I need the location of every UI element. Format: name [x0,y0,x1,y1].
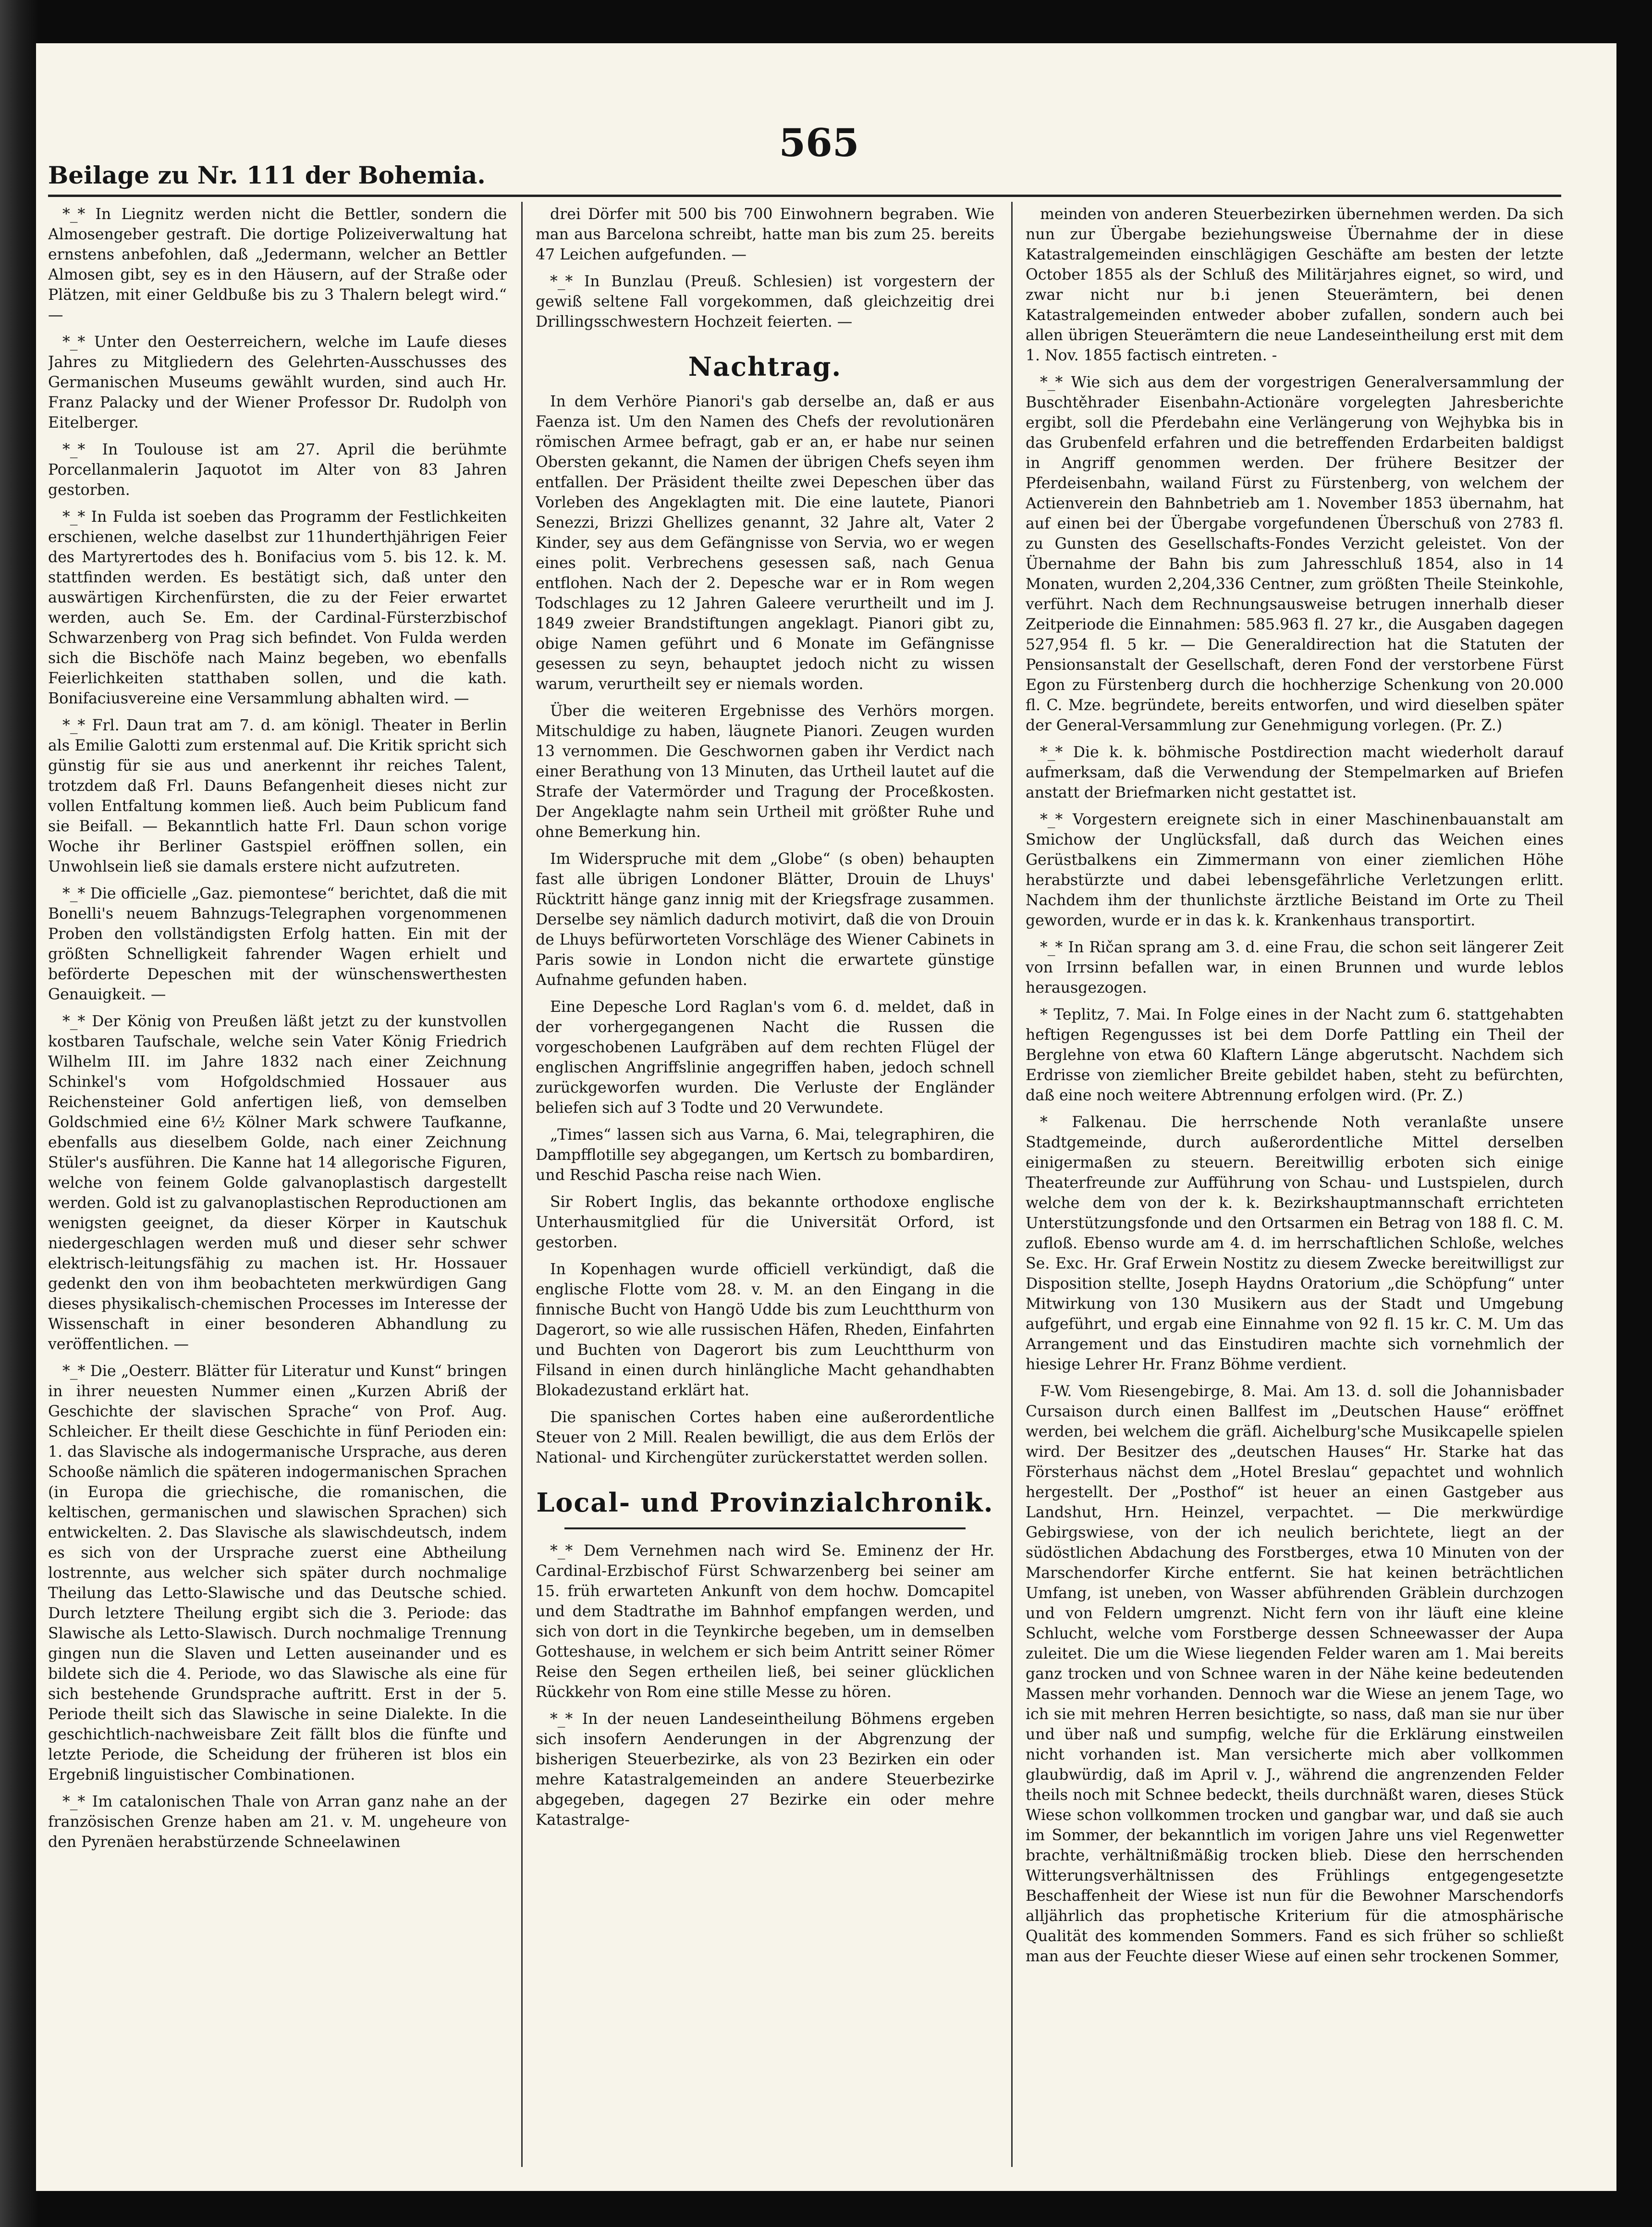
newspaper-page [36,43,1616,2191]
article-paragraph: *_* Vorgestern ereignete sich in einer Maschinenbauanstalt am Smichow der Unglücksfall, daß durch das Weichen eines Gerüstbalkens ein Zimmermann von einer ziemlichen Höhe herabstürzte und dabei lebensgefährliche Verletzungen erlitt. Nachdem ihm der thunlichste ärztliche Beistand im Orte zu Theil geworden, wurde er in das k. k. Krankenhaus transportirt. [1026,811,1564,929]
article-paragraph: *_* Die „Oesterr. Blätter für Literatur und Kunst“ bringen in ihrer neuesten Nummer einen „Kurzen Abriß der Geschichte der slavischen Sprache“ von Prof. Aug. Schleicher. Er theilt diese Geschichte in fünf Perioden ein: 1. das Slavische als indogermanische Ursprache, aus deren Schooße nämlich die späteren indogermanischen Sprachen (in Europa die griechische, die romanischen, die keltischen, germanischen und slawischen Sprachen) sich entwickelten. 2. Das Slavische als slawischdeutsch, indem es sich von der Ursprache zuerst eine Abtheilung lostrennte, aus welcher sich später durch nochmalige Theilung das Letto-Slawische und das Deutsche schied. Durch letztere Theilung ergibt sich die 3. Periode: das Slawische als Letto-Slawisch. Durch nochmalige Trennung gingen nun die Slaven und Letten auseinander und es bildete sich die 4. Periode, wo das Slawische als eine für sich bestehende Grundsprache auftritt. Erst in der 5. Periode theilt sich das Slawische in seine Dialekte. In die geschichtlich-nachweisbare Zeit fällt blos die fünfte und letzte Periode, die Scheidung der früheren ist blos ein Ergebniß linguistischer Combinationen. [48,1363,507,1784]
article-paragraph: *_* In Fulda ist soeben das Programm der Festlichkeiten erschienen, welche daselbst zur 11hunderthjährigen Feier des Martyrertodes des h. Bonifacius vom 5. bis 12. k. M. stattfinden werden. Es bestätigt sich, daß unter den auswärtigen Kirchenfürsten, die zu der Feier erwartet werden, auch Se. Em. der Cardinal-Fürsterzbischof Schwarzenberg von Prag sich befindet. Von Fulda werden sich die Bischöfe nach Mainz begeben, wo ebenfalls Feierlichkeiten statthaben sollen, und die kath. Bonifaciusvereine eine Versammlung abhalten wird. — [48,508,507,707]
article-paragraph: In dem Verhöre Pianori's gab derselbe an, daß er aus Faenza ist. Um den Namen des Chefs der revolutionären römischen Armee befragt, gab er an, er habe nur seinen Obersten gekannt, die Namen der übrigen Chefs seyen ihm entfallen. Der Präsident theilte zwei Depeschen über das Vorleben des Angeklagten mit. Die eine lautete, Pianori Senezzi, Brizzi Ghellizes genannt, 32 Jahre alt, Vater 2 Kinder, sey aus dem Gefängnisse von Servia, wo er wegen eines polit. Verbrechens gesessen saß, nach Genua entflohen. Nach der 2. Depesche war er in Rom wegen Todschlages zu 12 Jahren Galeere verurtheilt und im J. 1849 zweier Brandstiftungen angeklagt. Pianori gibt zu, obige Namen geführt und 6 Monate im Gefängnisse gesessen zu seyn, behauptet jedoch nicht zu wissen warum, verurtheilt sey er niemals worden. [536,393,994,693]
article-paragraph: *_* In Toulouse ist am 27. April die berühmte Porcellanmalerin Jaquotot im Alter von 83 Jahren gestorben. [48,441,507,499]
article-paragraph: *_* Wie sich aus dem der vorgestrigen Generalversammlung der Buschtěhrader Eisenbahn-Actionäre vorgelegten Jahresberichte ergibt, soll die Pferdebahn eine Verlängerung von Wejhybka bis in das Grubenfeld erfahren und die betreffenden Erdarbeiten baldigst in Angriff genommen werden. Der frühere Besitzer der Pferdeisenbahn, wailand Fürst zu Fürstenberg, von welchem der Actienverein den Bahnbetrieb am 1. November 1853 übernahm, hat auf einen bei der Übergabe vorgefundenen Überschuß von 2783 fl. zu Gunsten des Gesellschafts-Fondes Verzicht geleistet. Von der Übernahme der Bahn bis zum Jahresschluß 1854, also in 14 Monaten, wurden 2,204,336 Centner, zum größten Theile Steinkohle, verführt. Nach dem Rechnungsausweise betrugen innerhalb dieser Zeitperiode die Einnahmen: 585.963 fl. 27 kr., die Ausgaben dagegen 527,954 fl. 5 kr. — Die Generaldirection hat die Statuten der Pensionsanstalt der Gesellschaft, deren Fond der verstorbene Fürst Egon zu Fürstenberg durch die hochherzige Schenkung von 20.000 fl. C. Mze. begründete, bereits entworfen, und wird dieselben später der General-Versammlung zur Genehmigung vorlegen. (Pr. Z.) [1026,374,1564,734]
column-right [1026,204,1564,2160]
article-paragraph: Im Widerspruche mit dem „Globe“ (s oben) behaupten fast alle übrigen Londoner Blätter, Drouin de Lhuys' Rücktritt hänge ganz innig mit der Kriegsfrage zusammen. Derselbe sey nämlich dadurch motivirt, daß die von Drouin de Lhuys befürworteten Vorschläge des Wiener Cabinets in Paris sowie in London nicht die erwartete günstige Aufnahme gefunden haben. [536,850,994,989]
column-middle [536,204,994,2160]
section-heading-nachtrag: Nachtrag. [688,351,842,382]
article-paragraph: F-W. Vom Riesengebirge, 8. Mai. Am 13. d. soll die Johannisbader Cursaison durch einen Ballfest im „Deutschen Hause“ eröffnet werden, bei welchem die gräfl. Aichelburg'sche Musikcapelle spielen wird. Der Besitzer des „deutschen Hauses“ Hr. Starke hat das Försterhaus nächst dem „Hotel Breslau“ gepachtet und wohnlich hergestellt. Der „Posthof“ ist heuer an einen Gastgeber aus Landshut, Hrn. Heinzel, verpachtet. — Die merkwürdige Gebirgswiese, von der ich neulich berichtete, liegt an der südöstlichen Abdachung des Forstberges, etwa 10 Minuten von der Marschendorfer Kirche entfernt. Sie hat keinen beträchtlichen Umfang, ist uneben, von Wasser abführenden Gräblein durchzogen und von Feldern umgrenzt. Nicht fern von ihr läuft eine kleine Schlucht, welche vom Forstberge dessen Schneewasser der Aupa zuleitet. Die um die Wiese liegenden Felder waren am 1. Mai bereits ganz trocken und von Schnee waren in der Nähe keine bedeutenden Massen mehr vorhanden. Dennoch war die Wiese an jenem Tage, wo ich sie mit mehren Herren besichtigte, so nass, daß man sie nur über und über naß und sumpfig, welche für die Erklärung einstweilen nicht vorhanden ist. Man versicherte mich aber vollkommen glaubwürdig, daß im April v. J., während die angrenzenden Felder theils noch mit Schnee bedeckt, theils durchnäßt waren, dieses Stück Wiese schon vollkommen trocken und gangbar war, und daß sie auch im Sommer, der bekanntlich im vorigen Jahre uns viel Regenwetter brachte, verhältnißmäßig trocken blieb. Diese den herrschenden Witterungsverhältnissen des Frühlings entgegengesetzte Beschaffenheit der Wiese ist nun für die Bewohner Marschendorfs alljährlich das prophetische Kriterium für die atmosphärische Qualität des kommenden Sommers. Fand es sich früher so schließt man aus der Feuchte dieser Wiese auf einen sehr trockenen Sommer, [1026,1383,1564,1965]
article-paragraph: *_* Die officielle „Gaz. piemontese“ berichtet, daß die mit Bonelli's neuem Bahnzugs-Telegraphen vorgenommenen Proben den vollständigsten Erfolg hatten. Ein mit der größten Schnelligkeit fahrender Wagen erhielt und beförderte Depeschen mit der wünschenswerthesten Genauigkeit. — [48,885,507,1003]
article-paragraph: *_* Die k. k. böhmische Postdirection macht wiederholt darauf aufmerksam, daß die Verwendung der Stempelmarken auf Briefen anstatt der Briefmarken nicht gestattet ist. [1026,744,1564,801]
article-paragraph: In Kopenhagen wurde officiell verkündigt, daß die englische Flotte vom 28. v. M. an den Eingang in die finnische Bucht von Hangö Udde bis zum Leuchtthurm von Dagerort, so wie alle russischen Häfen, Rheden, Einfahrten und Buchten von Dagerort bis zum Leuchtthurm von Filsand in einen durch hinlängliche Macht gehandhabten Blokadezustand erklärt hat. [536,1261,994,1399]
article-paragraph: *_* In Liegnitz werden nicht die Bettler, sondern die Almosengeber gestraft. Die dortige Polizeiverwaltung hat ernstens anbefohlen, daß „Jedermann, welcher an Bettler Almosen gibt, sey es in den Häusern, auf der Straße oder Plätzen, mit einer Geldbuße bis zu 3 Thalern belegt wird.“ — [48,206,507,324]
article-paragraph: * Teplitz, 7. Mai. In Folge eines in der Nacht zum 6. stattgehabten heftigen Regengusses ist bei dem Dorfe Pattling ein Theil der Berglehne von etwa 60 Klaftern Länge abgerutscht. Nachdem sich Erdrisse von ziemlicher Breite gebildet haben, steht zu befürchten, daß eine noch weitere Abtrennung erfolgen wird. (Pr. Z.) [1026,1006,1564,1104]
column-left [48,204,507,2160]
article-paragraph: *_* Frl. Daun trat am 7. d. am königl. Theater in Berlin als Emilie Galotti zum erstenmal auf. Die Kritik spricht sich günstig für sie aus und anerkennt ihr reiches Talent, trotzdem daß Frl. Dauns Befangenheit dieses nicht zur vollen Entfaltung kommen ließ. Auch beim Publicum fand sie Beifall. — Bekanntlich hatte Frl. Daun schon vorige Woche ihr Berliner Gastspiel eröffnen sollen, ein Unwohlsein ließ sie damals erstere nicht aufzutreten. [48,717,507,875]
supplement-title: Beilage zu Nr. 111 der Bohemia. [48,161,486,189]
article-paragraph: Über die weiteren Ergebnisse des Verhörs morgen. Mitschuldige zu haben, läugnete Pianori. Zeugen wurden 13 vernommen. Die Geschwornen gaben ihr Verdict nach einer Berathung von 13 Minuten, das Urtheil lautet auf die Strafe der Vatermörder und Tragung der Proceßkosten. Der Angeklagte nahm sein Urtheil mit größter Ruhe und ohne Bemerkung hin. [536,702,994,841]
article-paragraph: *_* Unter den Oesterreichern, welche im Laufe dieses Jahres zu Mitgliedern des Gelehrten-Ausschusses des Germanischen Museums gewählt wurden, sind auch Hr. Franz Palacky und der Wiener Professor Dr. Rudolph von Eitelberger. [48,333,507,431]
article-paragraph: *_* Der König von Preußen läßt jetzt zu der kunstvollen kostbaren Taufschale, welche sein Vater König Friedrich Wilhelm III. im Jahre 1832 nach einer Zeichnung Schinkel's vom Hofgoldschmied Hossauer aus Reichensteiner Gold anfertigen ließ, von demselben Goldschmied eine 6½ Kölner Mark schwere Taufkanne, ebenfalls aus dieselbem Golde, nach einer Zeichnung Stüler's ausführen. Die Kanne hat 14 allegorische Figuren, welche von feinem Golde galvanoplastisch dargestellt werden. Gold ist zu galvanoplastischen Reproductionen am wenigsten geeignet, da dieser Körper in Kautschuk niedergeschlagen werden muß und dieser sehr schwer elektrisch-leitungsfähig zu machen ist. Hr. Hossauer gedenkt den von ihm beobachteten merkwürdigen Gang dieses physikalisch-chemischen Processes im Interesse der Wissenschaft in einer besonderen Abhandlung zu veröffentlichen. — [48,1013,507,1353]
article-paragraph: *_* In Bunzlau (Preuß. Schlesien) ist vorgestern der gewiß seltene Fall vorgekommen, daß gleichzeitig drei Drillingsschwestern Hochzeit feierten. — [536,273,994,331]
article-paragraph: Eine Depesche Lord Raglan's vom 6. d. meldet, daß in der vorhergegangenen Nacht die Russen die vorgeschobenen Laufgräben auf dem rechten Flügel der englischen Angriffslinie angegriffen haben, jedoch schnell zurückgeworfen wurden. Die Verluste der Engländer beliefen sich auf 3 Todte und 20 Verwundete. [536,998,994,1117]
header-rule [48,195,1561,197]
article-paragraph: * Falkenau. Die herrschende Noth veranlaßte unsere Stadtgemeinde, durch außerordentliche Mittel derselben einigermaßen zu steuern. Bereitwillig erboten sich einige Theaterfreunde zur Aufführung von Schau- und Lustspielen, durch welche dem von der k. k. Bezirkshauptmannschaft errichteten Unterstützungsfonde und den Ortsarmen ein Betrag von 188 fl. C. M. zufloß. Ebenso wurde am 4. d. im herrschaftlichen Schloße, welches Se. Exc. Hr. Graf Erwein Nostitz zu diesem Zwecke bereitwilligst zur Disposition stellte, Joseph Haydns Oratorium „die Schöpfung“ unter Mitwirkung von 130 Musikern aus der Stadt und Umgebung aufgeführt, und ergab eine Einnahme von 92 fl. 15 kr. C. M. Um das Arrangement und das Einstudiren machte sich vornehmlich der hiesige Lehrer Hr. Franz Böhme verdient. [1026,1114,1564,1373]
column-divider [521,202,523,2167]
section-heading-local: Local- und Provinzialchronik. [536,1487,994,1518]
column-divider [1011,202,1013,2167]
article-paragraph: *_* In Ričan sprang am 3. d. eine Frau, die schon seit längerer Zeit von Irrsinn befallen war, in einen Brunnen und wurde leblos herausgezogen. [1026,939,1564,997]
article-paragraph: drei Dörfer mit 500 bis 700 Einwohnern begraben. Wie man aus Barcelona schreibt, hatte man bis zum 25. bereits 47 Leichen aufgefunden. — [536,206,994,263]
article-paragraph: *_* Dem Vernehmen nach wird Se. Eminenz der Hr. Cardinal-Erzbischof Fürst Schwarzenberg bei seiner am 15. früh erwarteten Ankunft von dem hochw. Domcapitel und dem Stadtrathe im Bahnhof empfangen werden, und sich von dort in die Teynkirche begeben, um in demselben Gotteshause, in welchem er sich beim Antritt seiner Römer Reise den Segen ertheilen ließ, bei seiner glücklichen Rückkehr von Rom eine stille Messe zu hören. [536,1542,994,1701]
article-paragraph: *_* In der neuen Landeseintheilung Böhmens ergeben sich insofern Aenderungen in der Abgrenzung der bisherigen Steuerbezirke, als von 23 Bezirken ein oder mehre Katastralgemeinden an andere Steuerbezirke abgegeben, dagegen 27 Bezirke ein oder mehre Katastralge- [536,1710,994,1829]
article-paragraph: „Times“ lassen sich aus Varna, 6. Mai, telegraphiren, die Dampfflotille sey abgegangen, um Kertsch zu bombardiren, und Reschid Pascha reise nach Wien. [536,1126,994,1184]
article-paragraph: meinden von anderen Steuerbezirken übernehmen werden. Da sich nun zur Übergabe beziehungsweise Übernahme der in diese Katastralgemeinden einschlägigen Geschäfte am besten der letzte October 1855 als der Schluß des Militärjahres eignet, so wird, und zwar nicht nur b.i jenen Steuerämtern, bei denen Katastralgemeinden entweder abober zufallen, sondern auch bei allen übrigen Steuerämtern die neue Landeseintheilung erst mit dem 1. Nov. 1855 factisch eintreten. - [1026,206,1564,364]
article-paragraph: Sir Robert Inglis, das bekannte orthodoxe englische Unterhausmitglied für die Universität Orford, ist gestorben. [536,1193,994,1251]
page-number: 565 [779,120,859,165]
section-rule [564,1527,966,1529]
article-paragraph: Die spanischen Cortes haben eine außerordentliche Steuer von 2 Mill. Realen bewilligt, die aus dem Erlös der National- und Kirchengüter zurückerstattet werden sollen. [536,1409,994,1466]
article-paragraph: *_* Im catalonischen Thale von Arran ganz nahe an der französischen Grenze haben am 21. v. M. ungeheure von den Pyrenäen herabstürzende Schneelawinen [48,1793,507,1851]
